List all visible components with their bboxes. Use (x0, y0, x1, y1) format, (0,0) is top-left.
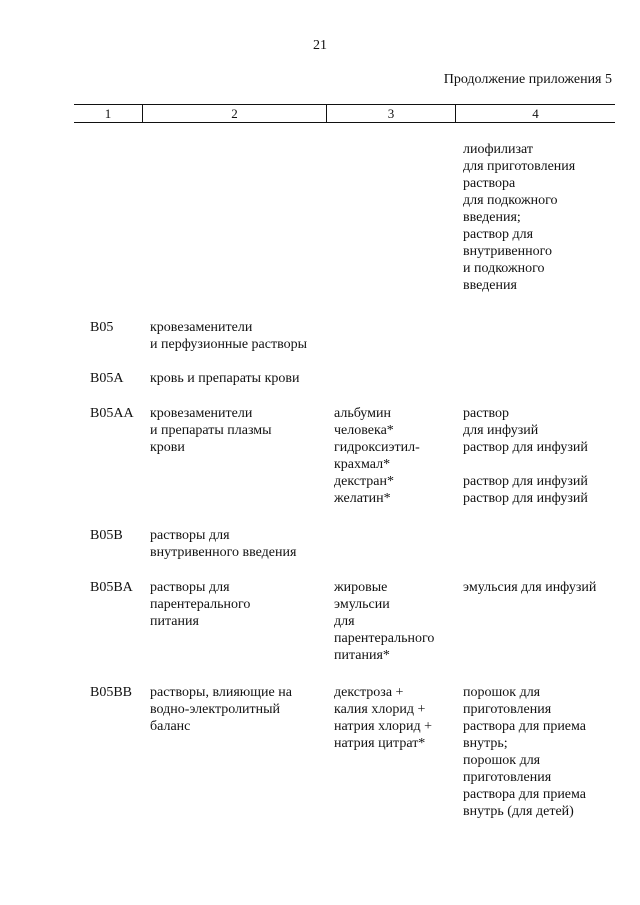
dosage-form-cell: порошок для приготовления раствора для приема внутрь; порошок для приготовления раствора для приема внутрь (для детей) (463, 685, 586, 819)
column-header-2: 2 (142, 105, 326, 122)
drug-name-cell: альбумин человека* гидроксиэтил- крахмал* декстран* желатин* (334, 406, 420, 506)
group-name-cell: растворы для парентерального питания (150, 580, 251, 629)
column-header-4: 4 (455, 105, 615, 122)
group-name-cell: кровезаменители и препараты плазмы крови (150, 406, 272, 455)
drug-name-cell: жировые эмульсии для парентерального питания* (334, 580, 435, 663)
group-name-cell: кровь и препараты крови (150, 371, 300, 386)
table-column-header-row (74, 104, 615, 123)
atc-code-cell: B05AA (90, 406, 134, 421)
column-header-1: 1 (104, 106, 112, 121)
atc-code-cell: B05A (90, 371, 124, 386)
group-name-cell: растворы для внутривенного введения (150, 528, 297, 560)
dosage-form-cell: раствор для инфузий раствор для инфузий раствор для инфузий раствор для инфузий (463, 406, 588, 506)
dosage-form-cell: эмульсия для инфузий (463, 580, 597, 595)
atc-code-cell: B05BB (90, 685, 133, 700)
group-name-cell: растворы, влияющие на водно-электролитный баланс (150, 685, 292, 734)
atc-code-cell: B05B (90, 528, 123, 543)
group-name-cell: кровезаменители и перфузионные растворы (150, 320, 308, 352)
column-header-3: 3 (326, 105, 455, 122)
continuation-label: Продолжение приложения 5 (443, 72, 612, 87)
atc-code-cell: B05BA (90, 580, 133, 595)
atc-code-cell: B05 (90, 320, 114, 335)
dosage-form-cell: лиофилизат для приготовления раствора для подкожного введения; раствор для внутривенного и подкожного введения (463, 142, 576, 293)
page-number: 21 (313, 38, 327, 53)
drug-name-cell: декстроза + калия хлорид + натрия хлорид + натрия цитрат* (334, 685, 433, 751)
